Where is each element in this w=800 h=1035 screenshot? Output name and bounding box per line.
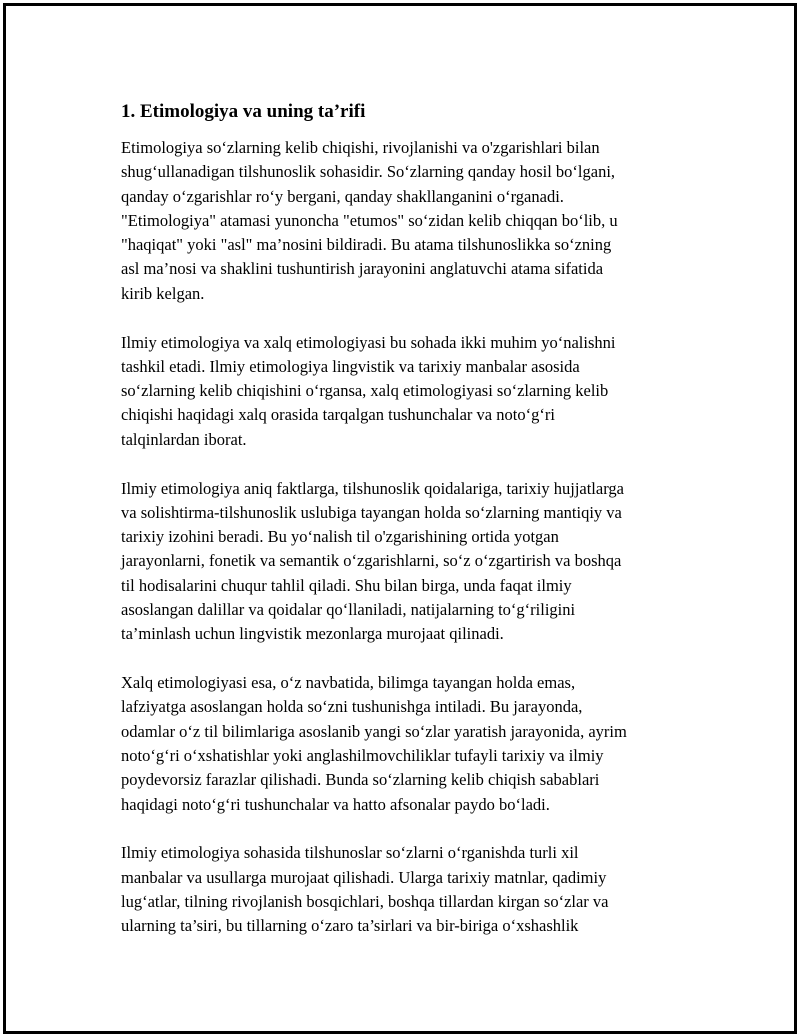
text-line: "Etimologiya" atamasi yunoncha "etumos" so‘zidan kelib chiqqan bo‘lib, u: [121, 210, 618, 230]
text-line: tashkil etadi. Ilmiy etimologiya lingvistik va tarixiy manbalar asosida: [121, 356, 580, 376]
text-line: talqinlardan iborat.: [121, 429, 247, 449]
text-line: lug‘atlar, tilning rivojlanish bosqichlari, boshqa tillardan kirgan so‘zlar va: [121, 892, 609, 912]
text-line: ta’minlash uchun lingvistik mezonlarga murojaat qilinadi.: [121, 624, 504, 644]
paragraph: [121, 841, 701, 938]
text-line: asl ma’nosi va shaklini tushuntirish jarayonini anglatuvchi atama sifatida: [121, 259, 604, 279]
text-line: Ilmiy etimologiya va xalq etimologiyasi bu sohada ikki muhim yo‘nalishni: [121, 332, 616, 352]
text-line: noto‘g‘ri o‘xshatishlar yoki anglashilmovchiliklar tufayli tarixiy va ilmiy: [121, 746, 604, 766]
text-line: tarixiy izohini beradi. Bu yo‘nalish til o'zgarishining ortida yotgan: [121, 527, 559, 547]
text-line: Etimologiya so‘zlarning kelib chiqishi, rivojlanishi va o'zgarishlari bilan: [121, 138, 600, 157]
text-line: ularning ta’siri, bu tillarning o‘zaro ta’sirlari va bir-biriga o‘xshashlik: [121, 916, 579, 936]
text-line: Ilmiy etimologiya sohasida tilshunoslar so‘zlarni o‘rganishda turli xil: [121, 843, 579, 863]
text-line: manbalar va usullarga murojaat qilishadi. Ularga tarixiy matnlar, qadimiy: [121, 867, 607, 887]
text-line: so‘zlarning kelib chiqishini o‘rgansa, xalq etimologiyasi so‘zlarning kelib: [121, 381, 609, 401]
paragraph: [121, 477, 701, 647]
section-heading: 1. Etimologiya va uning ta’rifi: [121, 101, 366, 122]
text-line: poydevorsiz farazlar qilishadi. Bunda so‘zlarning kelib chiqish sabablari: [121, 770, 600, 790]
text-line: va solishtirma-tilshunoslik uslubiga tayangan holda so‘zlarning mantiqiy va: [121, 502, 622, 522]
text-line: til hodisalarini chuqur tahlil qiladi. Shu bilan birga, unda faqat ilmiy: [121, 575, 572, 595]
page-frame: [3, 3, 797, 1034]
text-line: Ilmiy etimologiya aniq faktlarga, tilshunoslik qoidalariga, tarixiy hujjatlarga: [121, 478, 624, 498]
text-line: kirib kelgan.: [121, 283, 205, 303]
paragraph: [121, 136, 701, 306]
text-line: odamlar o‘z til bilimlariga asoslanib yangi so‘zlar yaratish jarayonida, ayrim: [121, 721, 627, 741]
document-body: [121, 100, 701, 963]
text-line: shug‘ullanadigan tilshunoslik sohasidir. So‘zlarning qanday hosil bo‘lgani,: [121, 162, 616, 182]
text-line: lafziyatga asoslangan holda so‘zni tushunishga intiladi. Bu jarayonda,: [121, 697, 583, 717]
text-line: chiqishi haqidagi xalq orasida tarqalgan tushunchalar va noto‘g‘ri: [121, 405, 555, 425]
text-line: Xalq etimologiyasi esa, o‘z navbatida, bilimga tayangan holda emas,: [121, 673, 576, 693]
text-line: "haqiqat" yoki "asl" ma’nosini bildiradi. Bu atama tilshunoslikka so‘zning: [121, 235, 612, 255]
text-line: qanday o‘zgarishlar ro‘y bergani, qanday shakllanganini o‘rganadi.: [121, 186, 564, 206]
text-line: asoslangan dalillar va qoidalar qo‘llaniladi, natijalarning to‘g‘riligini: [121, 600, 576, 620]
text-line: haqidagi noto‘g‘ri tushunchalar va hatto afsonalar paydo bo‘ladi.: [121, 794, 550, 814]
text-line: jarayonlarni, fonetik va semantik o‘zgarishlarni, so‘z o‘zgartirish va boshqa: [121, 551, 622, 571]
paragraph: [121, 331, 701, 452]
paragraph: [121, 671, 701, 817]
